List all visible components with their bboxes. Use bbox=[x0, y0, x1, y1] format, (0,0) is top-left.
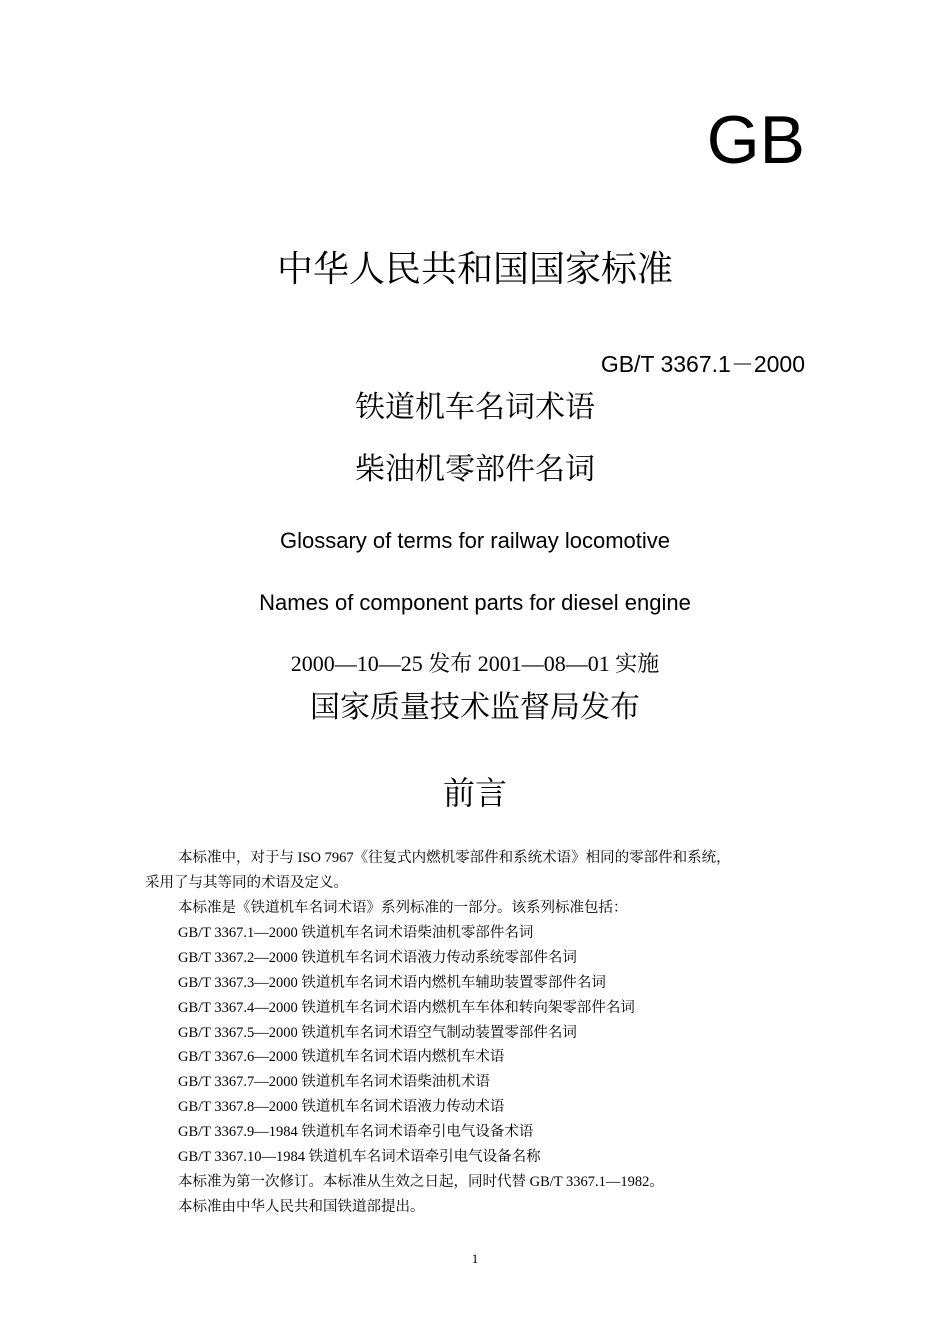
title-cn-line1: 铁道机车名词术语 bbox=[355, 390, 595, 425]
title-en-line1: Glossary of terms for railway locomotive bbox=[280, 528, 670, 553]
issuer: 国家质量技术监督局发布 bbox=[310, 690, 640, 725]
series-item: GB/T 3367.2—2000 铁道机车名词术语液力传动系统零部件名词 bbox=[178, 950, 577, 966]
preface-heading: 前言 bbox=[442, 774, 507, 812]
standard-title: 中华人民共和国国家标准 bbox=[276, 249, 673, 290]
series-item: GB/T 3367.1—2000 铁道机车名词术语柴油机零部件名词 bbox=[178, 925, 534, 941]
page-number: 1 bbox=[471, 1251, 479, 1266]
gb-mark: GB bbox=[706, 102, 805, 178]
series-item: GB/T 3367.10—1984 铁道机车名词术语牵引电气设备名称 bbox=[178, 1149, 541, 1165]
series-item: GB/T 3367.4—2000 铁道机车名词术语内燃机车车体和转向架零部件名词 bbox=[178, 1000, 635, 1016]
series-item: GB/T 3367.3—2000 铁道机车名词术语内燃机车辅助装置零部件名词 bbox=[178, 975, 606, 991]
preface-para1-line1: 本标准中，对于与 ISO 7967《往复式内燃机零部件和系统术语》相同的零部件和系统， bbox=[178, 850, 731, 866]
series-item: GB/T 3367.9—1984 铁道机车名词术语牵引电气设备术语 bbox=[178, 1124, 534, 1140]
preface-para3: 本标准为第一次修订。本标准从生效之日起，同时代替 GB/T 3367.1—1982。 bbox=[178, 1174, 664, 1190]
series-item: GB/T 3367.5—2000 铁道机车名词术语空气制动装置零部件名词 bbox=[178, 1025, 577, 1041]
standard-number: GB/T 3367.1－2000 bbox=[600, 351, 805, 377]
title-cn-line2: 柴油机零部件名词 bbox=[355, 452, 595, 487]
title-en-line2: Names of component parts for diesel engine bbox=[259, 590, 691, 615]
preface-para2: 本标准是《铁道机车名词术语》系列标准的一部分。该系列标准包括： bbox=[178, 900, 628, 916]
series-item: GB/T 3367.7—2000 铁道机车名词术语柴油机术语 bbox=[178, 1074, 490, 1090]
series-item: GB/T 3367.8—2000 铁道机车名词术语液力传动术语 bbox=[178, 1099, 505, 1115]
preface-para1-line2: 采用了与其等同的术语及定义。 bbox=[145, 875, 348, 891]
preface-para4: 本标准由中华人民共和国铁道部提出。 bbox=[178, 1199, 425, 1215]
series-item: GB/T 3367.6—2000 铁道机车名词术语内燃机车术语 bbox=[178, 1049, 505, 1065]
issue-implement-dates: 2000—10—25 发布 2001—08—01 实施 bbox=[290, 651, 660, 676]
